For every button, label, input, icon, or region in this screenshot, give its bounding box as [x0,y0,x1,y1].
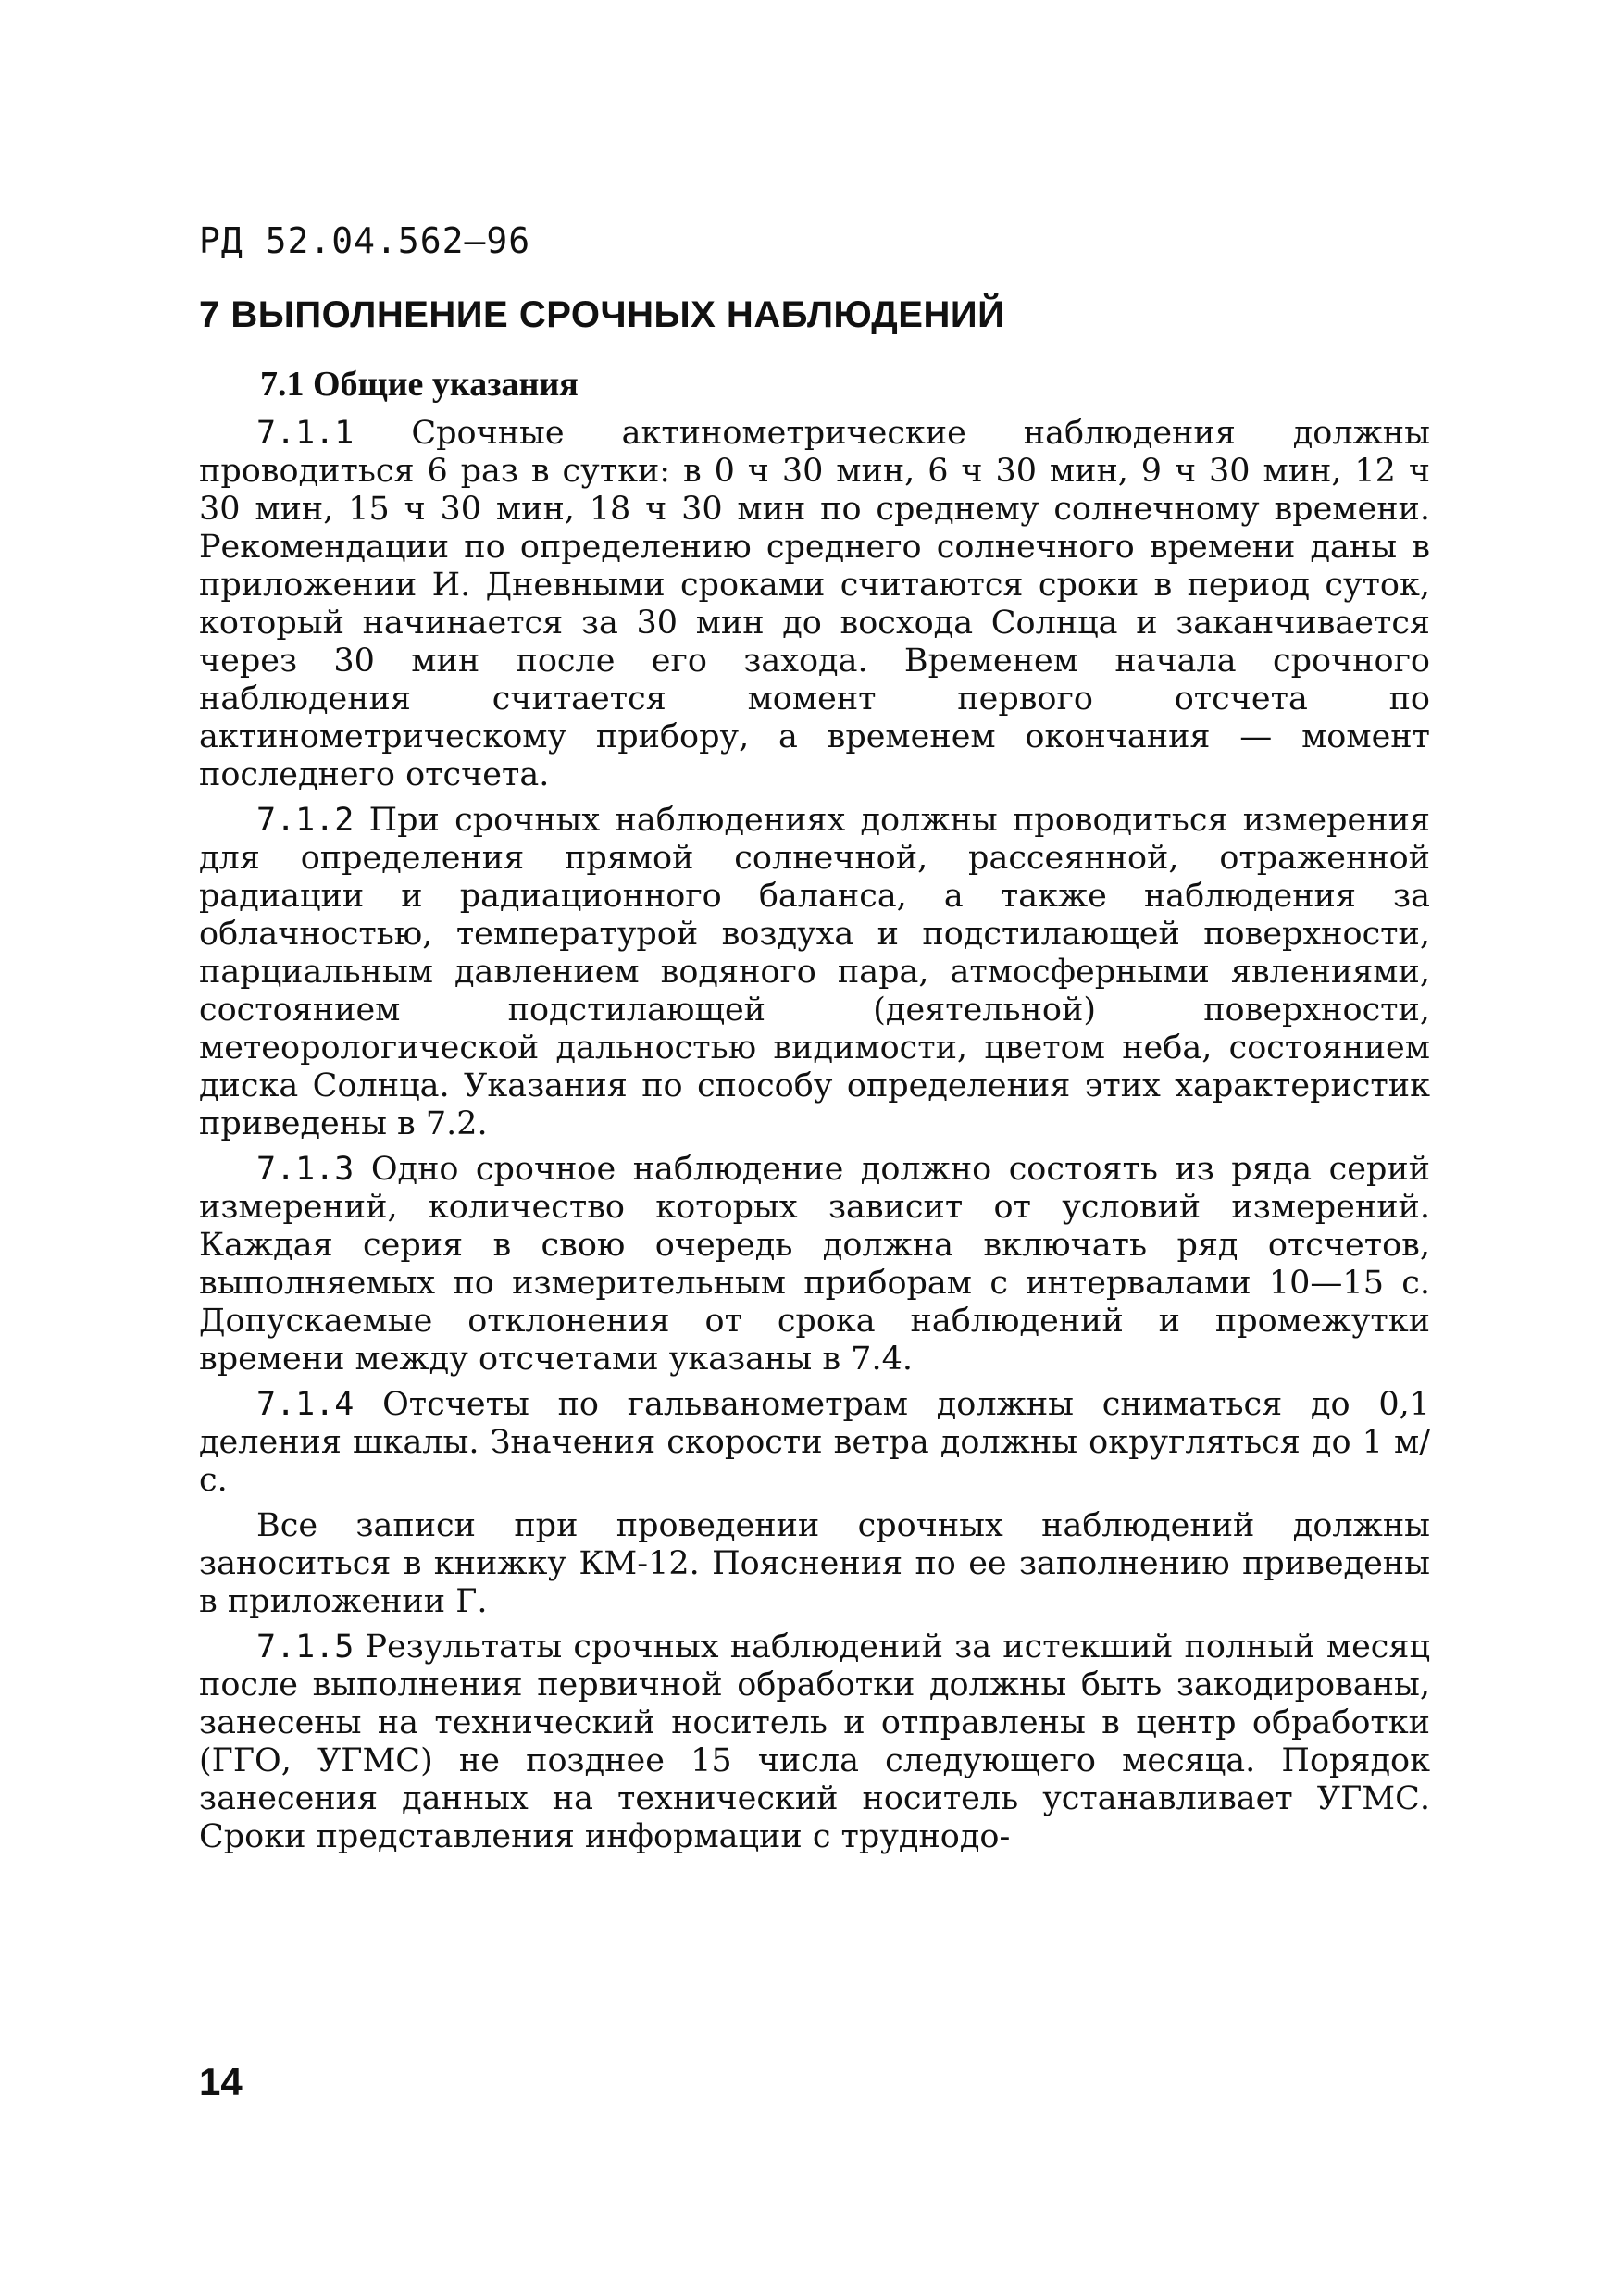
paragraph-text: Все записи при проведении срочных наблюдений должны заноситься в книжку КМ-12. Пояснения по ее заполнению приведены в приложении Г. [199,1507,1430,1620]
paragraph-number: 7.1.3 [256,1151,355,1188]
paragraph-records-note [199,1507,1430,1621]
paragraph-text: Срочные актинометрические наблюдения должны проводиться 6 раз в сутки: в 0 ч 30 мин, 6 ч 30 мин, 9 ч 30 мин, 12 ч 30 мин, 15 ч 30 мин, 18 ч 30 мин по среднему солнечному времени. Рекомендации по определению среднего солнечного времени даны в приложении И. Дневными сроками считаются сроки в период суток, который начинается за 30 мин до восхода Солнца и заканчивается через 30 мин после его захода. Временем начала срочного наблюдения считается момент первого отсчета по актинометрическому прибору, а временем окончания — момент последнего отсчета. [199,415,1430,793]
document-code: РД 52.04.562—96 [199,220,531,261]
paragraph-7-1-3 [199,1151,1430,1379]
document-body [199,415,1430,1864]
paragraph-number: 7.1.5 [256,1628,355,1666]
paragraph-7-1-1 [199,415,1430,794]
paragraph-text: Отсчеты по гальванометрам должны сниматься до 0,1 деления шкалы. Значения скорости ветра должны округляться до 1 м/с. [199,1386,1430,1499]
paragraph-number: 7.1.2 [256,802,355,839]
paragraph-text: При срочных наблюдениях должны проводиться измерения для определения прямой солнечной, рассеянной, отраженной радиации и радиационного баланса, а также наблюдения за облачностью, температурой воздуха и подстилающей поверхности, парциальным давлением водяного пара, атмосферными явлениями, состоянием подстилающей (деятельной) поверхности, метеорологической дальностью видимости, цветом неба, состоянием диска Солнца. Указания по способу определения этих характеристик приведены в 7.2. [199,802,1430,1142]
subsection-title: 7.1 Общие указания [260,365,579,404]
section-title: 7 ВЫПОЛНЕНИЕ СРОЧНЫХ НАБЛЮДЕНИЙ [199,294,1005,335]
paragraph-number: 7.1.1 [256,415,355,452]
page-number: 14 [199,2060,243,2103]
paragraph-text: Одно срочное наблюдение должно состоять из ряда серий измерений, количество которых зависит от условий измерений. Каждая серия в свою очередь должна включать ряд отсчетов, выполняемых по измерительным приборам с интервалами 10—15 с. Допускаемые отклонения от срока наблюдений и промежутки времени между отсчетами указаны в 7.4. [199,1151,1430,1378]
paragraph-number: 7.1.4 [256,1386,355,1423]
paragraph-7-1-4 [199,1386,1430,1500]
paragraph-text: Результаты срочных наблюдений за истекший полный месяц после выполнения первичной обработки должны быть закодированы, занесены на технический носитель и отправлены в центр обработки (ГГО, УГМС) не позднее 15 числа следующего месяца. Порядок занесения данных на технический носитель устанавливает УГМС. Сроки представления информации с труднодо- [199,1628,1430,1855]
paragraph-7-1-5 [199,1628,1430,1856]
document-page [199,0,1430,2296]
paragraph-7-1-2 [199,802,1430,1143]
